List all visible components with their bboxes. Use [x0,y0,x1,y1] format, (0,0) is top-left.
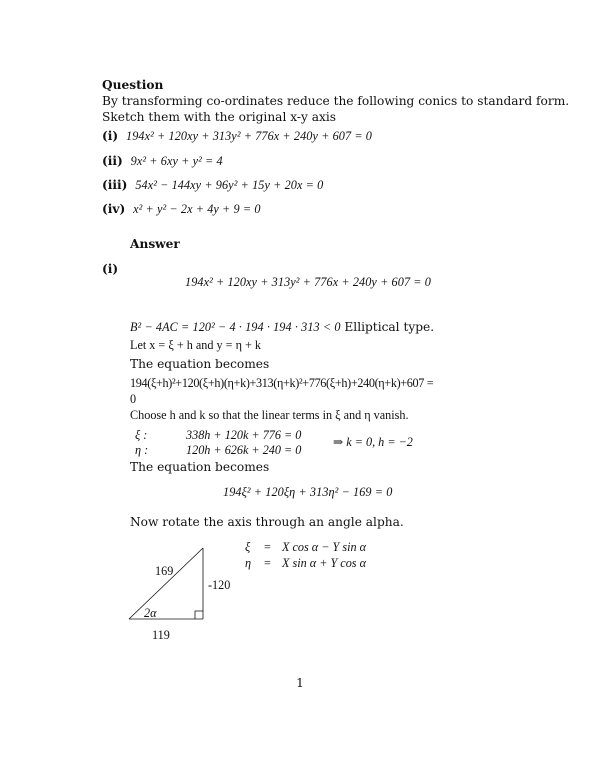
triangle-hypotenuse [129,548,203,619]
system-equation: 120h + 626k + 240 = 0 [186,443,302,457]
discriminant-text: Elliptical type. [340,320,435,334]
question-item [102,154,223,169]
rotation-rhs: X cos α − Y sin α [282,540,366,554]
expanded-equation-line2: 0 [130,392,137,406]
rotation-eq: = [264,540,271,554]
rotation-rhs: X sin α + Y cos α [282,556,366,570]
angle-label: 2α [144,606,157,620]
equation-becomes-1: The equation becomes [130,357,270,371]
system-var: ξ : [135,428,148,442]
page-number: 1 [296,676,304,690]
question-item-equation: x² + y² − 2x + 4y + 9 = 0 [133,202,261,216]
equation-becomes-2: The equation becomes [130,460,270,474]
rotation-lhs: ξ [245,540,251,554]
question-item-equation: 194x² + 120xy + 313y² + 776x + 240y + 607 = 0 [126,129,372,143]
question-item-label: (ii) [102,154,123,168]
question-item [102,129,372,144]
system-var: η : [135,443,149,457]
answer-part-label: (i) [102,262,119,276]
question-item-equation: 54x² − 144xy + 96y² + 15y + 20x = 0 [135,178,324,192]
system-result: ⇒ k = 0, h = −2 [333,435,413,449]
question-item [102,202,261,217]
answer-heading: Answer [130,237,180,251]
expanded-equation-line1: 194(ξ+h)²+120(ξ+h)(η+k)+313(η+k)²+776(ξ+h)+240(η+k)+607 = [130,376,434,390]
question-item-label: (i) [102,129,119,143]
question-intro-line1: By transforming co-ordinates reduce the following conics to standard form. [102,94,570,108]
system-equation: 338h + 120k + 776 = 0 [186,428,302,442]
question-item-label: (iv) [102,202,126,216]
discriminant-math: B² − 4AC = 120² − 4 · 194 · 194 · 313 < 0 [130,320,341,334]
system-row [135,443,148,458]
choose-line: Choose h and k so that the linear terms in ξ and η vanish. [130,408,409,422]
question-item [102,178,323,193]
reduced-equation: 194ξ² + 120ξη + 313η² − 169 = 0 [223,485,393,499]
adjacent-label: 119 [152,628,170,642]
let-line: Let x = ξ + h and y = η + k [130,338,262,352]
rotation-lhs: η [245,556,252,570]
right-angle-marker [195,611,203,619]
question-item-equation: 9x² + 6xy + y² = 4 [130,154,223,168]
discriminant-line [130,320,434,335]
question-heading: Question [102,78,164,92]
rotate-line: Now rotate the axis through an angle alpha. [130,515,404,529]
answer-main-equation: 194x² + 120xy + 313y² + 776x + 240y + 607 = 0 [185,275,431,289]
system-row [135,428,147,443]
question-item-label: (iii) [102,178,128,192]
rotation-eq: = [264,556,271,570]
opposite-label: -120 [208,578,231,592]
hypotenuse-label: 169 [155,564,174,578]
question-intro-line2: Sketch them with the original x-y axis [102,110,337,124]
